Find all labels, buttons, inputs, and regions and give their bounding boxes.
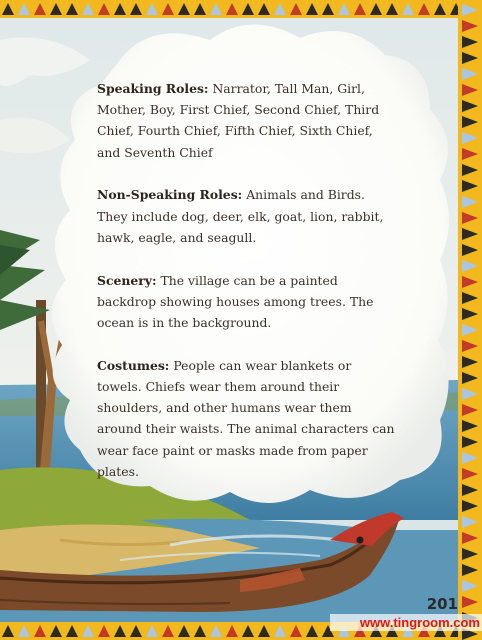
body-scenery: The village can be a painted backdrop showing houses among trees. The ocean is in the background. <box>97 272 374 331</box>
top-pattern-border <box>0 0 482 18</box>
heading-speaking-roles: Speaking Roles: <box>97 81 209 96</box>
site-watermark[interactable]: www.tingroom.com <box>330 614 482 631</box>
paragraph-costumes <box>97 355 397 482</box>
paragraph-non-speaking-roles <box>97 184 397 248</box>
page-number: 201 <box>426 595 458 613</box>
text-content <box>97 78 397 504</box>
heading-non-speaking-roles: Non-Speaking Roles: <box>97 187 243 203</box>
body-speaking-roles: Narrator, Tall Man, Girl, Mother, Boy, First Chief, Second Chief, Third Chief, Fourth Chief, Fifth Chief, Sixth Chief, and Seventh Chief <box>97 81 380 160</box>
paragraph-speaking-roles <box>97 78 397 163</box>
body-non-speaking-roles: Animals and Birds. They include dog, deer, elk, goat, lion, rabbit, hawk, eagle, and seagull. <box>97 187 384 245</box>
heading-scenery: Scenery: <box>97 272 157 288</box>
heading-costumes: Costumes: <box>97 357 170 373</box>
paragraph-scenery <box>97 270 397 334</box>
right-pattern-border <box>458 0 482 640</box>
body-costumes: People can wear blankets or towels. Chiefs wear them around their shoulders, and other humans wear them around their waists. The animal characters can wear face paint or masks made from paper plates. <box>97 357 395 479</box>
